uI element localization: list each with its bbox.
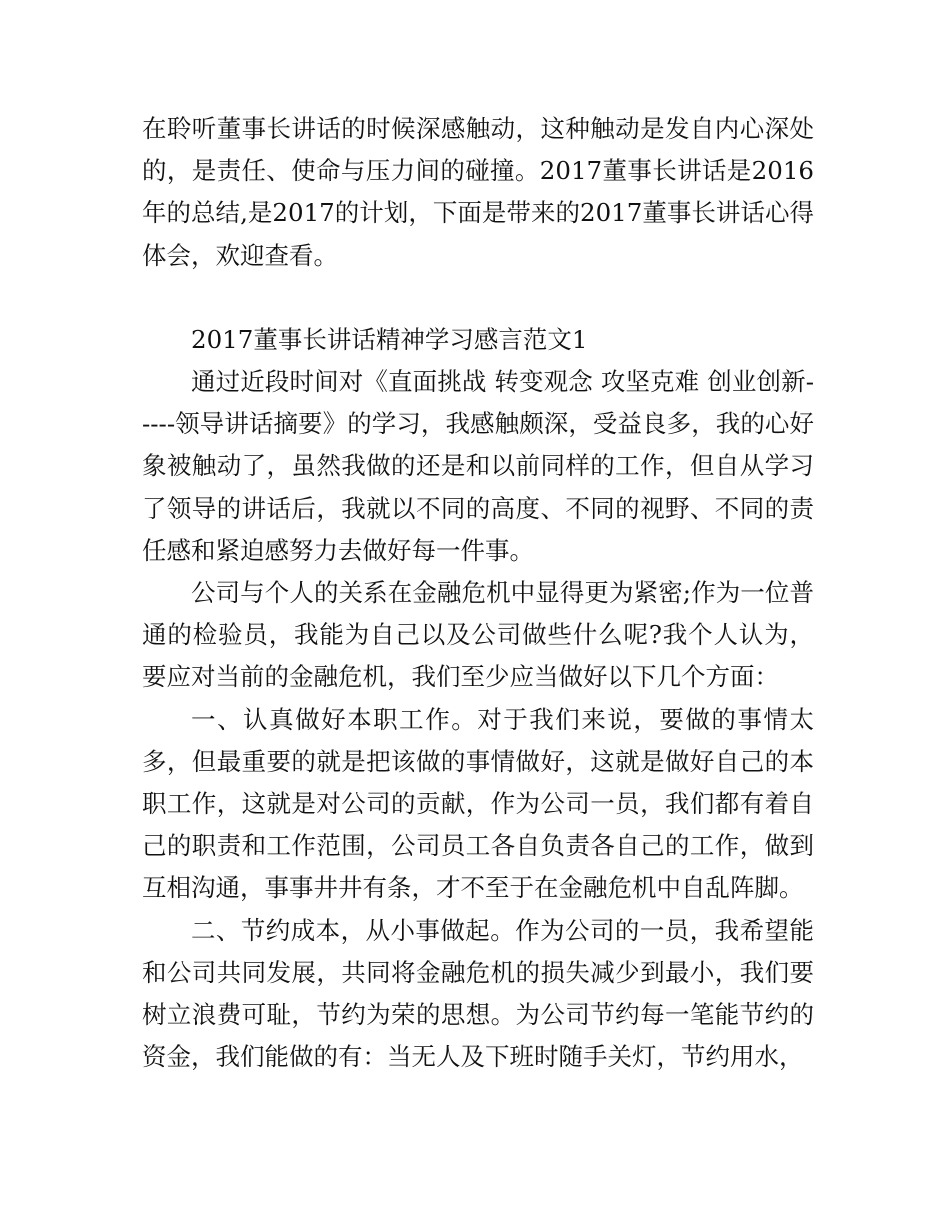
body-paragraph-4: 二、节约成本，从小事做起。作为公司的一员，我希望能和公司共同发展，共同将金融危机的损失减少到最小，我们要树立浪费可耻，节约为荣的思想。为公司节约每一笔能节约的资金，我们能做的有：当无人及下班时随手关灯，节约用水， <box>142 915 814 1072</box>
body-paragraph-2: 公司与个人的关系在金融危机中显得更为紧密;作为一位普通的检验员，我能为自己以及公司做些什么呢?我个人认为，要应对当前的金融危机，我们至少应当做好以下几个方面： <box>142 578 814 692</box>
document-body <box>142 108 814 1078</box>
intro-paragraph: 在聆听董事长讲话的时候深感触动，这种触动是发自内心深处的，是责任、使命与压力间的碰撞。2017董事长讲话是2016年的总结,是2017的计划，下面是带来的2017董事长讲话心得体会，欢迎查看。 <box>142 114 814 270</box>
section-title: 2017董事长讲话精神学习感言范文1 <box>191 324 588 354</box>
body-paragraph-3: 一、认真做好本职工作。对于我们来说，要做的事情太多，但最重要的就是把该做的事情做好，这就是做好自己的本职工作，这就是对公司的贡献，作为公司一员，我们都有着自己的职责和工作范围，公司员工各自负责各自己的工作，做到互相沟通，事事井井有条，才不至于在金融危机中自乱阵脚。 <box>142 704 814 903</box>
body-paragraph-1: 通过近段时间对《直面挑战 转变观念 攻坚克难 创业创新-----领导讲话摘要》的学习，我感触颇深，受益良多，我的心好象被触动了，虽然我做的还是和以前同样的工作，但自从学习了领导的讲话后，我就以不同的高度、不同的视野、不同的责任感和紧迫感努力去做好每一件事。 <box>142 367 814 565</box>
